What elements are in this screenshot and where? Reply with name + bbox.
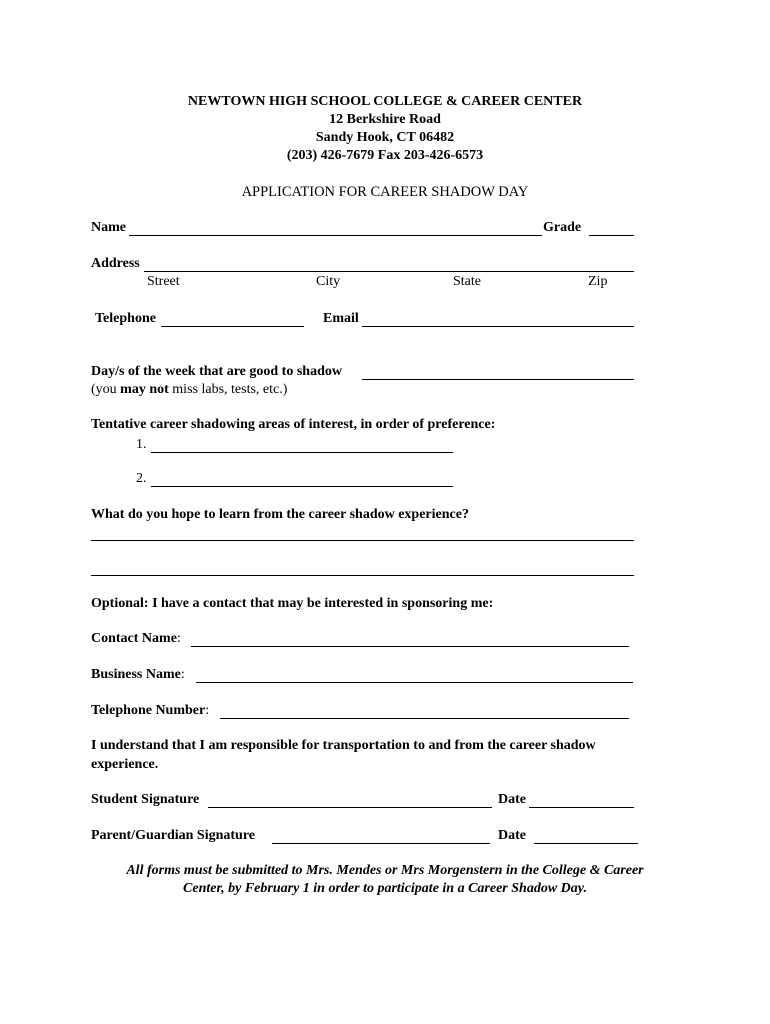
school-phone: (203) 426-7679 Fax 203-426-6573 <box>286 148 484 163</box>
interest-2-field[interactable] <box>151 486 453 487</box>
days-note: (you may not miss labs, tests, etc.) <box>91 382 288 397</box>
contact-name-field[interactable] <box>191 646 629 647</box>
contact-name-label: Contact Name: <box>91 631 181 646</box>
telephone-field[interactable] <box>161 326 304 327</box>
address-street-caption: Street <box>147 274 180 289</box>
student-signature-field[interactable] <box>208 807 492 808</box>
days-label: Day/s of the week that are good to shadow <box>91 364 342 379</box>
interest-label: Tentative career shadowing areas of interest, in order of preference: <box>91 417 496 432</box>
interest-1-number: 1. <box>136 437 147 452</box>
student-date-label: Date <box>498 792 526 807</box>
interest-1-field[interactable] <box>151 452 453 453</box>
contact-phone-label: Telephone Number: <box>91 703 210 718</box>
business-name-label: Business Name: <box>91 667 185 682</box>
parent-date-label: Date <box>498 828 526 843</box>
telephone-label: Telephone <box>95 311 156 326</box>
grade-label: Grade <box>543 220 582 235</box>
email-field[interactable] <box>362 326 634 327</box>
days-field[interactable] <box>362 379 634 380</box>
footer-note-line-1: All forms must be submitted to Mrs. Mendes or Mrs Morgenstern in the College & Career <box>126 863 644 878</box>
learn-label: What do you hope to learn from the career shadow experience? <box>91 507 469 522</box>
parent-signature-field[interactable] <box>272 843 490 844</box>
footer-note-line-2: Center, by February 1 in order to participate in a Career Shadow Day. <box>183 881 587 896</box>
address-zip-caption: Zip <box>588 274 608 289</box>
email-label: Email <box>323 311 359 326</box>
interest-2-number: 2. <box>136 471 147 486</box>
transport-statement-line-2: experience. <box>91 757 159 772</box>
parent-date-field[interactable] <box>534 843 638 844</box>
optional-label: Optional: I have a contact that may be interested in sponsoring me: <box>91 596 494 611</box>
transport-statement-line-1: I understand that I am responsible for transportation to and from the career shadow <box>91 738 596 753</box>
school-name: NEWTOWN HIGH SCHOOL COLLEGE & CAREER CENTER <box>187 94 583 109</box>
name-label: Name <box>91 220 126 235</box>
student-signature-label: Student Signature <box>91 792 200 807</box>
grade-field[interactable] <box>589 235 634 236</box>
business-name-field[interactable] <box>196 682 633 683</box>
name-field[interactable] <box>129 235 542 236</box>
address-city-caption: City <box>316 274 341 289</box>
address-field[interactable] <box>144 271 634 272</box>
school-city: Sandy Hook, CT 06482 <box>315 130 455 145</box>
address-state-caption: State <box>453 274 481 289</box>
contact-phone-field[interactable] <box>220 718 629 719</box>
parent-signature-label: Parent/Guardian Signature <box>91 828 256 843</box>
student-date-field[interactable] <box>529 807 634 808</box>
learn-field-line-2[interactable] <box>91 575 634 576</box>
address-label: Address <box>91 256 140 271</box>
school-street: 12 Berkshire Road <box>329 112 441 127</box>
form-title: APPLICATION FOR CAREER SHADOW DAY <box>241 184 529 200</box>
learn-field-line-1[interactable] <box>91 540 634 541</box>
